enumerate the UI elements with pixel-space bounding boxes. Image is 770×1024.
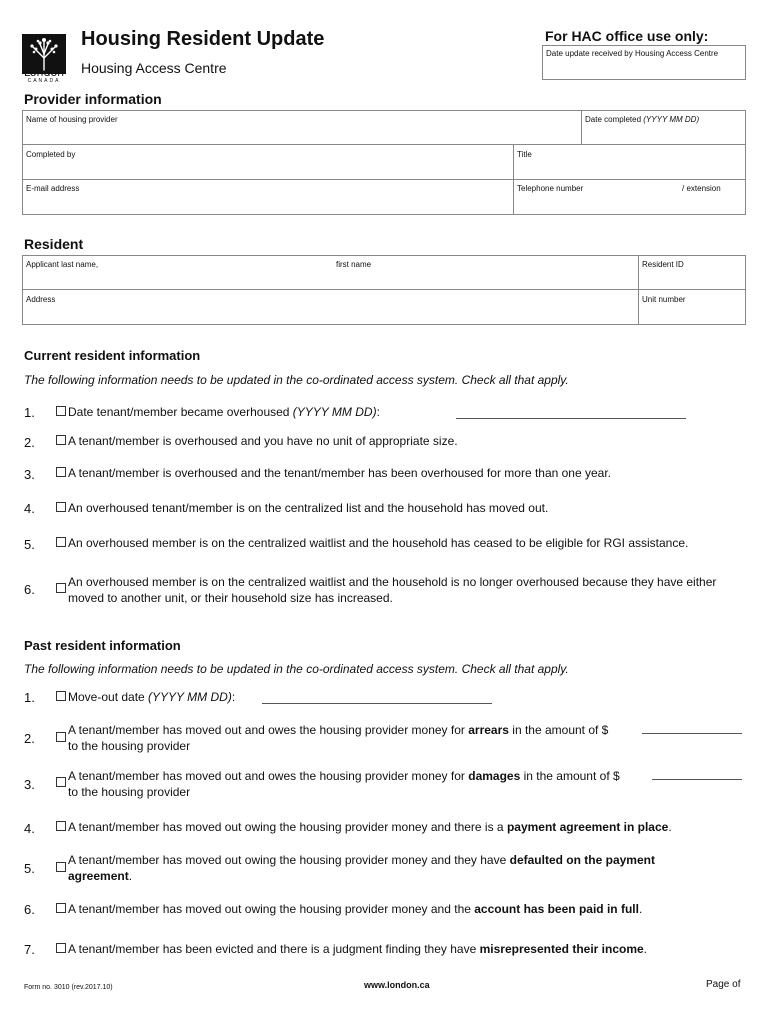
date-answer-line[interactable] bbox=[456, 418, 686, 419]
item-text: A tenant/member has moved out and owes the housing provider money for damages in the amount of $ bbox=[68, 769, 620, 783]
applicant-name-field[interactable] bbox=[22, 256, 638, 289]
item-text: A tenant/member has been evicted and there is a judgment finding they have misrepresented their income. bbox=[68, 942, 648, 956]
checkbox[interactable] bbox=[56, 821, 66, 831]
checkbox[interactable] bbox=[56, 732, 66, 742]
office-use-title: For HAC office use only: bbox=[545, 28, 709, 44]
item-text: An overhoused tenant/member is on the centralized list and the household has moved out. bbox=[68, 501, 549, 515]
completed-by-label: Completed by bbox=[26, 150, 76, 159]
logo-wordmark: London bbox=[23, 66, 65, 79]
address-field[interactable] bbox=[22, 290, 638, 324]
form-subtitle: Housing Access Centre bbox=[81, 60, 227, 76]
past-heading: Past resident information bbox=[24, 638, 181, 653]
resident-heading: Resident bbox=[24, 236, 84, 252]
move-out-date-line[interactable] bbox=[262, 703, 492, 704]
item-number: 4. bbox=[24, 501, 35, 516]
item-number: 7. bbox=[24, 942, 35, 957]
checkbox[interactable] bbox=[56, 435, 66, 445]
checkbox[interactable] bbox=[56, 502, 66, 512]
current-heading: Current resident information bbox=[24, 348, 201, 363]
item-text: to the housing provider bbox=[68, 739, 191, 753]
item-text: A tenant/member is overhoused and you have no unit of appropriate size. bbox=[68, 434, 458, 448]
item-number: 6. bbox=[24, 582, 35, 597]
arrears-amount-line[interactable] bbox=[642, 733, 742, 734]
extension-label: / extension bbox=[682, 184, 721, 193]
email-field[interactable] bbox=[22, 180, 513, 214]
item-number: 5. bbox=[24, 861, 35, 876]
date-completed-label: Date completed (YYYY MM DD) bbox=[585, 115, 700, 124]
website-link[interactable]: www.london.ca bbox=[364, 980, 430, 990]
unit-number-label: Unit number bbox=[642, 295, 686, 304]
last-name-label: Applicant last name, bbox=[26, 260, 99, 269]
item-text: An overhoused member is on the centralized waitlist and the household is no longer overhoused because they have either bbox=[68, 575, 717, 589]
email-label: E-mail address bbox=[26, 184, 80, 193]
title-field[interactable] bbox=[514, 145, 745, 179]
item-number: 3. bbox=[24, 467, 35, 482]
item-number: 2. bbox=[24, 731, 35, 746]
item-text: A tenant/member is overhoused and the tenant/member has been overhoused for more than one year. bbox=[68, 466, 612, 480]
title-label: Title bbox=[517, 150, 532, 159]
item-number: 2. bbox=[24, 435, 35, 450]
checkbox[interactable] bbox=[56, 583, 66, 593]
item-number: 6. bbox=[24, 902, 35, 917]
provider-name-label: Name of housing provider bbox=[26, 115, 118, 124]
item-text: agreement. bbox=[68, 869, 133, 883]
item-number: 5. bbox=[24, 537, 35, 552]
checkbox[interactable] bbox=[56, 862, 66, 872]
resident-id-label: Resident ID bbox=[642, 260, 684, 269]
checkbox[interactable] bbox=[56, 903, 66, 913]
provider-heading: Provider information bbox=[24, 91, 162, 107]
checkbox[interactable] bbox=[56, 691, 66, 701]
item-number: 4. bbox=[24, 821, 35, 836]
damages-amount-line[interactable] bbox=[652, 779, 742, 780]
completed-by-field[interactable] bbox=[22, 145, 513, 179]
item-number: 3. bbox=[24, 777, 35, 792]
form-title: Housing Resident Update bbox=[81, 28, 325, 50]
logo-subtext: CANADA bbox=[27, 78, 61, 84]
item-text: A tenant/member has moved out owing the housing provider money and the account has been paid in full. bbox=[68, 902, 643, 916]
form-number: Form no. 3010 (rev.2017.10) bbox=[24, 984, 113, 991]
item-text: A tenant/member has moved out owing the housing provider money and they have defaulted on the payment bbox=[68, 853, 655, 867]
item-text: A tenant/member has moved out owing the housing provider money and there is a payment agreement in place. bbox=[68, 820, 672, 834]
item-text: moved to another unit, or their household size has increased. bbox=[68, 591, 393, 605]
first-name-label: first name bbox=[336, 260, 372, 269]
checkbox[interactable] bbox=[56, 777, 66, 787]
checkbox[interactable] bbox=[56, 406, 66, 416]
item-text: An overhoused member is on the centralized waitlist and the household has ceased to be eligible for RGI assistance. bbox=[68, 536, 689, 550]
address-label: Address bbox=[26, 295, 56, 304]
item-number: 1. bbox=[24, 690, 35, 705]
page-number: Page of bbox=[706, 979, 741, 990]
checkbox[interactable] bbox=[56, 537, 66, 547]
item-text: A tenant/member has moved out and owes the housing provider money for arrears in the amount of $ bbox=[68, 723, 609, 737]
item-text: to the housing provider bbox=[68, 785, 191, 799]
office-use-date-label: Date update received by Housing Access Centre bbox=[546, 49, 719, 58]
past-instructions: The following information needs to be updated in the co-ordinated access system. Check all that apply. bbox=[24, 662, 569, 676]
item-text: Date tenant/member became overhoused (YYYY MM DD): bbox=[68, 405, 380, 419]
item-text: Move-out date (YYYY MM DD): bbox=[68, 690, 236, 704]
checkbox[interactable] bbox=[56, 943, 66, 953]
telephone-label: Telephone number bbox=[517, 184, 584, 193]
checkbox[interactable] bbox=[56, 467, 66, 477]
item-number: 1. bbox=[24, 405, 35, 420]
current-instructions: The following information needs to be updated in the co-ordinated access system. Check all that apply. bbox=[24, 373, 569, 387]
